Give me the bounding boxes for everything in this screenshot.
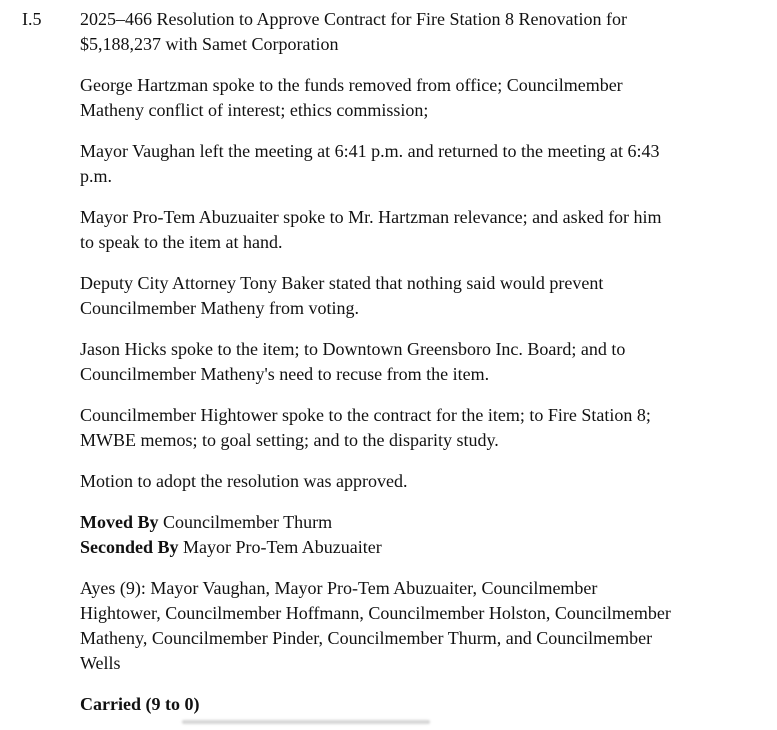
ayes-line: Matheny, Councilmember Pinder, Councilmember Thurm, and Councilmember [80, 628, 653, 648]
vote-result-paragraph [80, 692, 730, 717]
agenda-item-number: I.5 [22, 9, 42, 29]
minutes-paragraph [80, 73, 730, 123]
ayes-line: Ayes (9): Mayor Vaughan, Mayor Pro-Tem Abuzuaiter, Councilmember [80, 578, 598, 598]
vote-result: Carried (9 to 0) [80, 694, 200, 714]
minutes-paragraph [80, 139, 730, 189]
seconded-by-row [80, 535, 730, 560]
moved-by-value: Councilmember Thurm [163, 512, 333, 532]
paragraph-line: George Hartzman spoke to the funds removed from office; Councilmember [80, 75, 623, 95]
paragraph-line: MWBE memos; to goal setting; and to the disparity study. [80, 430, 499, 450]
ayes-line: Hightower, Councilmember Hoffmann, Councilmember Holston, Councilmember [80, 603, 671, 623]
paragraph-line: Motion to adopt the resolution was approved. [80, 471, 408, 491]
paragraph-line: Deputy City Attorney Tony Baker stated that nothing said would prevent [80, 273, 604, 293]
seconded-by-label: Seconded By [80, 537, 179, 557]
seconded-by-value: Mayor Pro-Tem Abuzuaiter [183, 537, 382, 557]
clipped-next-line-artifact [182, 720, 430, 724]
motion-result-paragraph [80, 469, 730, 494]
item-title-line: $5,188,237 with Samet Corporation [80, 34, 339, 54]
minutes-paragraph [80, 271, 730, 321]
ayes-line: Wells [80, 653, 121, 673]
paragraph-line: Mayor Pro-Tem Abuzuaiter spoke to Mr. Hartzman relevance; and asked for him [80, 207, 662, 227]
paragraph-line: Jason Hicks spoke to the item; to Downtown Greensboro Inc. Board; and to [80, 339, 626, 359]
item-title-paragraph [80, 7, 730, 57]
paragraph-line: Matheny conflict of interest; ethics commission; [80, 100, 429, 120]
agenda-item-content [80, 7, 730, 717]
paragraph-line: Councilmember Matheny from voting. [80, 298, 359, 318]
item-title-line: 2025–466 Resolution to Approve Contract for Fire Station 8 Renovation for [80, 9, 627, 29]
minutes-paragraph [80, 337, 730, 387]
paragraph-line: Mayor Vaughan left the meeting at 6:41 p.m. and returned to the meeting at 6:43 [80, 141, 660, 161]
ayes-paragraph [80, 576, 730, 676]
paragraph-line: Councilmember Matheny's need to recuse from the item. [80, 364, 490, 384]
paragraph-line: Councilmember Hightower spoke to the contract for the item; to Fire Station 8; [80, 405, 651, 425]
moved-by-label: Moved By [80, 512, 159, 532]
moved-by-row [80, 510, 730, 535]
minutes-paragraph [80, 205, 730, 255]
motion-block [80, 510, 730, 560]
paragraph-line: p.m. [80, 166, 113, 186]
paragraph-line: to speak to the item at hand. [80, 232, 283, 252]
minutes-paragraph [80, 403, 730, 453]
